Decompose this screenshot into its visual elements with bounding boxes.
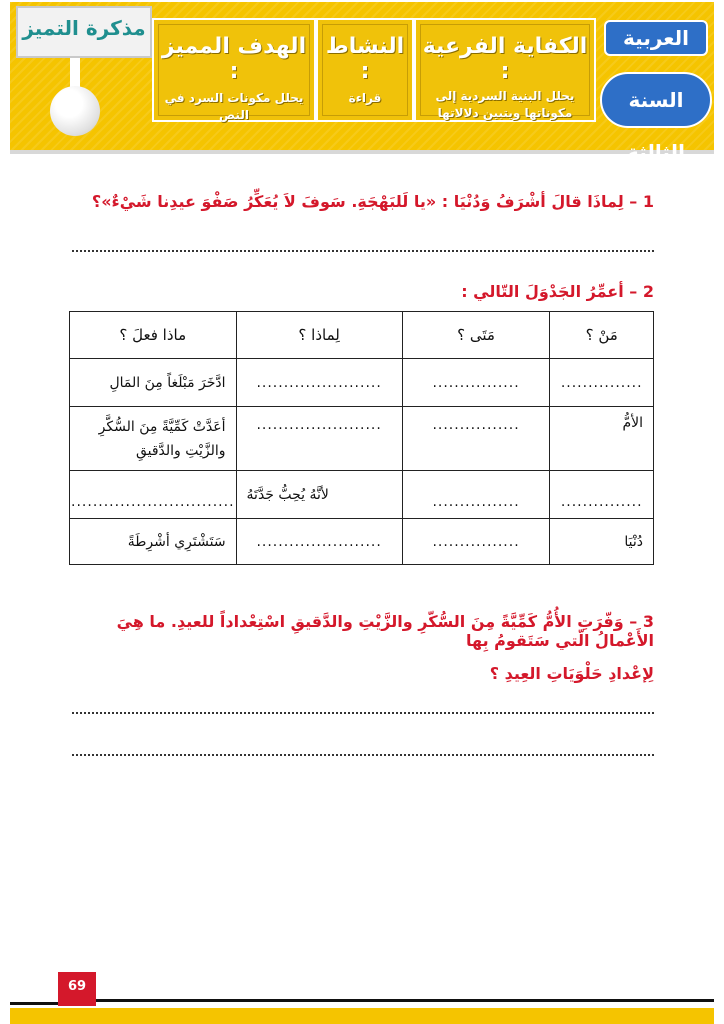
goal-title: الهدف المميز : <box>161 34 307 84</box>
header-who: مَنْ ؟ <box>550 312 654 359</box>
cell-why[interactable]: ....................... <box>236 407 402 471</box>
cell-what[interactable]: .............................. <box>70 471 237 519</box>
table-row <box>70 359 654 407</box>
table-header-row <box>70 312 654 359</box>
cell-who[interactable]: ............... <box>550 471 654 519</box>
question-2: 2 – أعمِّرُ الجَدْوَلَ التّالي : <box>461 282 654 301</box>
cell-what: سَتَشْتَرِي أشْرِطَةً <box>70 519 237 565</box>
competence-box <box>414 18 596 122</box>
header-shadow <box>10 150 714 154</box>
cell-why[interactable]: ....................... <box>236 359 402 407</box>
competence-text: يحلل البنية السردية إلى مكوناتها ويتبين دلالاتها <box>435 89 575 120</box>
activity-box <box>316 18 414 122</box>
cell-what: أعَدَّتْ كَمِّيَّةً مِنَ السُّكَّرِ والزَّيْتِ والدَّقيقِ <box>70 407 237 471</box>
logo-text: مذكرة التميز <box>22 16 146 40</box>
subject-badge: العربية <box>604 20 708 56</box>
answer-line-3b[interactable] <box>72 754 654 756</box>
header-when: مَتَى ؟ <box>402 312 550 359</box>
question-1: 1 – لِماذَا قالَ أشْرَفُ وَدُنْيَا : «يا لَلبَهْجَةِ. سَوفَ لاَ يُعَكِّرُ صَفْوَ عيدِنا شَيْءٌ»؟ <box>91 192 654 211</box>
competence-title: الكفاية الفرعية : <box>422 34 588 84</box>
cell-when[interactable]: ................ <box>402 471 550 519</box>
logo-box <box>16 6 152 58</box>
question-3-line-2: لِإعْدادِ حَلْوَيَاتِ العِيدِ ؟ <box>489 664 654 683</box>
table-row <box>70 519 654 565</box>
cell-who: دُنْيَا <box>550 519 654 565</box>
activity-text: قراءة <box>348 91 382 105</box>
cell-when[interactable]: ................ <box>402 359 550 407</box>
header-what: ماذا فعلَ ؟ <box>70 312 237 359</box>
fill-table <box>69 311 654 565</box>
page-number: 69 <box>58 972 96 1006</box>
cell-when[interactable]: ................ <box>402 407 550 471</box>
cell-who: الأمُّ <box>550 407 654 471</box>
answer-line-3a[interactable] <box>72 712 654 714</box>
cell-why[interactable]: ....................... <box>236 519 402 565</box>
cell-when[interactable]: ................ <box>402 519 550 565</box>
logo-ball <box>50 86 100 136</box>
answer-line-1[interactable] <box>72 250 654 252</box>
footer-rule <box>96 999 714 1002</box>
activity-title: النشاط : <box>325 34 405 84</box>
footer-bar <box>10 1008 714 1024</box>
header-why: لِماذا ؟ <box>236 312 402 359</box>
cell-why: لأنَّهُ يُحِبُّ جَدَّتَهُ <box>236 471 402 519</box>
goal-box <box>152 18 316 122</box>
table-row <box>70 471 654 519</box>
cell-who[interactable]: ............... <box>550 359 654 407</box>
goal-text: يحلل مكونات السرد في النص <box>164 91 304 122</box>
question-3-line-1: 3 – وَفّرَتِ الأُمُّ كَمِّيَّةً مِنَ السُّكّرِ والزَّيْتِ والدَّقيقِ اسْتِعْداداً للعيدِ. ما هِيَ الأَعْمالُ الّتي سَتَقومُ بِها <box>116 612 654 650</box>
table-row <box>70 407 654 471</box>
year-badge: السنة الثالثة <box>600 72 712 128</box>
footer-rule-left <box>10 1002 58 1005</box>
cell-what: ادَّخَرَ مَبْلَغاً مِنَ المَالِ <box>70 359 237 407</box>
